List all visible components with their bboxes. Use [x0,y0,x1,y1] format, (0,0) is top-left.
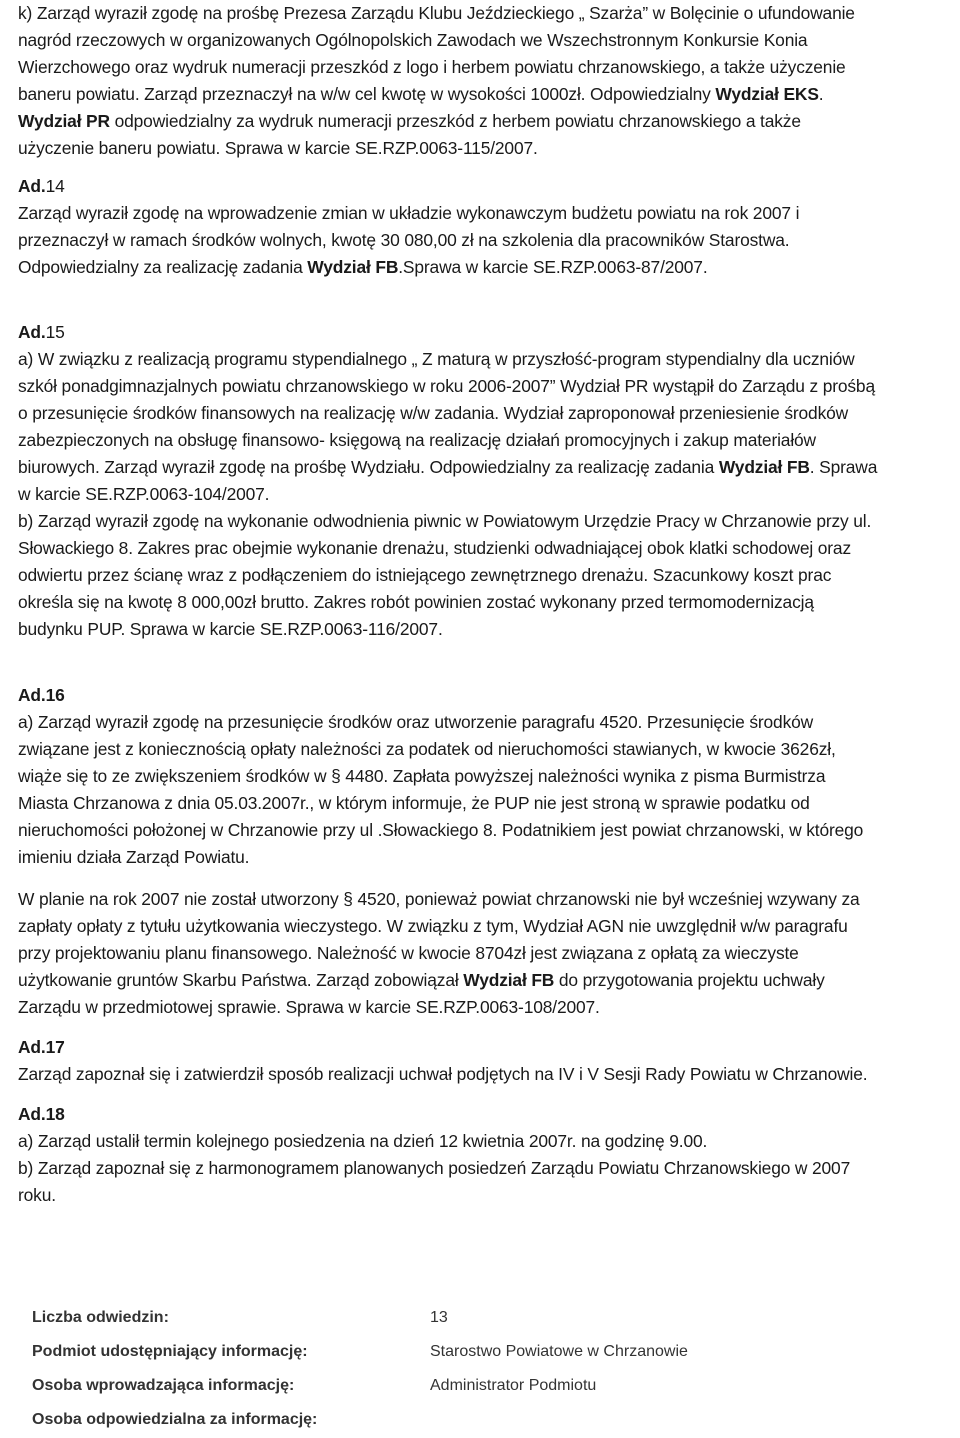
text-line [18,57,846,77]
bold-segment: Ad.16 [18,685,65,705]
text-segment: zapłaty opłaty z tytułu użytkowania wieczystego. W związku z tym, Wydział AGN nie uwzględnił w/w paragrafu [18,916,848,936]
text-line [18,712,813,732]
text-line [18,257,708,277]
bold-segment: Wydział PR [18,111,110,131]
text-line [18,511,871,531]
text-line [18,739,836,759]
text-line [18,230,789,250]
text-segment: Słowackiego 8. Zakres prac obejmie wykonanie drenażu, studzienki odwadniającej obok klatki schodowej oraz [18,538,851,558]
text-line [18,847,249,867]
text-line [18,766,825,786]
text-line [18,3,855,23]
text-segment: o przesunięcie środków finansowych na realizację w/w zadania. Wydział zaproponował przeniesienie środków [18,403,849,423]
text-segment: a) Zarząd ustalił termin kolejnego posiedzenia na dzień 12 kwietnia 2007r. na godzinę 9.00. [18,1131,708,1151]
text-line [18,793,810,813]
text-segment: Odpowiedzialny za realizację zadania [18,257,308,277]
text-line [18,457,877,477]
text-segment: do przygotowania projektu uchwały [554,970,825,990]
text-line [18,889,860,909]
text-segment: przeznaczył w ramach środków wolnych, kwotę 30 080,00 zł na szkolenia dla pracowników Starostwa. [18,230,790,250]
bold-segment: Ad.17 [18,1037,65,1057]
text-segment: b) Zarząd zapoznał się z harmonogramem planowanych posiedzeń Zarządu Powiatu Chrzanowskiego w 2007 [18,1158,851,1178]
text-line [18,970,825,990]
text-line [18,1158,850,1178]
provider-value: Starostwo Powiatowe w Chrzanowie [430,1343,688,1360]
bold-segment: Ad.18 [18,1104,65,1124]
text-segment: nieruchomości położonej w Chrzanowie przy ul .Słowackiego 8. Podatnikiem jest powiat chrzanowski, w którego [18,820,864,840]
text-line [18,1185,56,1205]
text-line [18,565,831,585]
bold-segment: Wydział FB [463,970,555,990]
text-segment: szkół ponadgimnazjalnych powiatu chrzanowskiego w roku 2006-2007” Wydział PR wystąpił do Zarządu z prośbą [18,376,875,396]
text-segment: .Sprawa w karcie SE.RZP.0063-87/2007. [398,257,708,277]
text-line [18,84,823,104]
text-line [18,484,269,504]
visits-value: 13 [430,1309,448,1326]
text-segment: budynku PUP. Sprawa w karcie SE.RZP.0063-116/2007. [18,619,443,639]
text-segment: roku. [18,1185,56,1205]
text-segment: użyczenie baneru powiatu. Sprawa w karcie SE.RZP.0063-115/2007. [18,138,538,158]
bold-segment: Ad. [18,322,46,342]
text-segment: k) Zarząd wyraził zgodę na prośbę Prezesa Zarządu Klubu Jeździeckiego „ Szarża” w Bolęcinie o ufundowanie [18,3,855,23]
text-segment: zabezpieczonych na obsługę finansowo- księgową na realizację działań promocyjnych i zakup materiałów [18,430,816,450]
text-segment: a) W związku z realizacją programu stypendialnego „ Z maturą w przyszłość-program stypendialny dla uczniów [18,349,855,369]
text-segment: nagród rzeczowych w organizowanych Ogólnopolskich Zawodach we Wszechstronnym Konkursie Konia [18,30,808,50]
text-segment: 15 [45,322,65,342]
bold-segment: Wydział FB [718,457,810,477]
text-segment: w karcie SE.RZP.0063-104/2007. [18,484,270,504]
text-line [18,1064,867,1084]
text-segment: . Sprawa [809,457,878,477]
text-segment: biurowych. Zarząd wyraził zgodę na prośbę Wydziału. Odpowiedzialny za realizację zadania [18,457,719,477]
text-line [18,820,863,840]
text-line [18,943,799,963]
text-line [18,176,65,196]
text-segment: a) Zarząd wyraził zgodę na przesunięcie środków oraz utworzenie paragrafu 4520. Przesunięcie środków [18,712,814,732]
text-line [18,322,65,342]
text-segment: Zarząd zapoznał się i zatwierdził sposób realizacji uchwał podjętych na IV i V Sesji Rady Powiatu w Chrzanowie. [18,1064,868,1084]
text-line [18,1037,65,1057]
text-line [18,30,807,50]
text-segment: Miasta Chrzanowa z dnia 05.03.2007r., w którym informuje, że PUP nie jest stroną w sprawie podatku od [18,793,810,813]
text-line [18,997,600,1017]
text-line [18,1131,707,1151]
text-segment: Zarządu w przedmiotowej sprawie. Sprawa w karcie SE.RZP.0063-108/2007. [18,997,600,1017]
bold-segment: Ad. [18,176,46,196]
text-line [18,403,848,423]
text-line [18,592,814,612]
text-line [18,430,816,450]
text-line [18,349,855,369]
text-line [18,1104,65,1124]
text-line [18,111,801,131]
text-segment: W planie na rok 2007 nie został utworzony § 4520, ponieważ powiat chrzanowski nie był wcześniej wzywany za [18,889,860,909]
text-line [18,376,875,396]
text-line [18,138,538,158]
bold-segment: Wydział EKS [715,84,819,104]
text-segment: przy projektowaniu planu finansowego. Należność w kwocie 8704zł jest związana z opłatą za wieczyste [18,943,799,963]
text-segment: 14 [45,176,65,196]
text-segment: wiąże się to ze zwiększeniem środków w § 4480. Zapłata powyższej należności wynika z pisma Burmistrza [18,766,826,786]
entered-by-value: Administrator Podmiotu [430,1377,597,1394]
text-segment: określa się na kwotę 8 000,00zł brutto. Zakres robót powinien zostać wykonany przed termomodernizacją [18,592,814,612]
text-segment: b) Zarząd wyraził zgodę na wykonanie odwodnienia piwnic w Powiatowym Urzędzie Pracy w Chrzanowie przy ul. [18,511,872,531]
text-segment: Zarząd wyraził zgodę na wprowadzenie zmian w układzie wykonawczym budżetu powiatu na rok 2007 i [18,203,800,223]
text-segment: związane jest z koniecznością opłaty należności za podatek od nieruchomości stawianych, w kwocie 3626zł, [18,739,836,759]
visits-label: Liczba odwiedzin: [32,1309,169,1326]
text-line [18,916,848,936]
text-segment: baneru powiatu. Zarząd przeznaczył na w/w cel kwotę w wysokości 1000zł. Odpowiedzialny [18,84,716,104]
text-segment: imieniu działa Zarząd Powiatu. [18,847,250,867]
bold-segment: Wydział FB [307,257,399,277]
text-line [18,538,851,558]
entered-by-label: Osoba wprowadzająca informację: [32,1377,295,1394]
text-segment: Wierzchowego oraz wydruk numeracji przeszkód z logo i herbem powiatu chrzanowskiego, a także użyczenie [18,57,846,77]
text-line [18,203,799,223]
text-segment: odpowiedzialny za wydruk numeracji przeszkód z herbem powiatu chrzanowskiego a także [109,111,801,131]
text-segment: użytkowanie gruntów Skarbu Państwa. Zarząd zobowiązał [18,970,464,990]
text-line [18,685,65,705]
provider-label: Podmiot udostępniający informację: [32,1343,308,1360]
text-segment: . [818,84,824,104]
text-line [18,619,443,639]
text-segment: odwiertu przez ścianę wraz z podłączeniem do istniejącego zewnętrznego drenażu. Szacunkowy koszt prac [18,565,832,585]
responsible-label: Osoba odpowiedzialna za informację: [32,1411,318,1428]
